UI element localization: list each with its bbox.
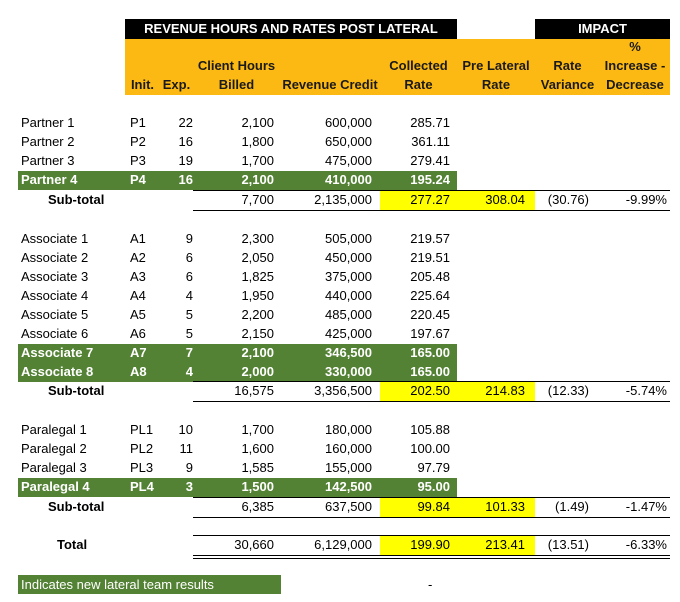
bottom-rule bbox=[193, 401, 670, 402]
row-exp: 6 bbox=[185, 250, 193, 265]
row-exp: 16 bbox=[178, 134, 193, 149]
header-variance-line2: Variance bbox=[540, 77, 595, 92]
row-revenue: 440,000 bbox=[325, 288, 372, 303]
row-collected-rate: 279.41 bbox=[410, 153, 450, 168]
row-name: Paralegal 4 bbox=[21, 479, 90, 494]
row-collected-rate: 277.27 bbox=[410, 192, 450, 207]
row-init: A5 bbox=[130, 307, 146, 322]
row-collected-rate: 285.71 bbox=[410, 115, 450, 130]
table-row bbox=[0, 230, 680, 248]
table-row bbox=[0, 459, 680, 477]
row-pct-change: -1.47% bbox=[625, 499, 667, 514]
table-row bbox=[0, 363, 680, 381]
row-revenue: 2,135,000 bbox=[314, 192, 372, 207]
row-hours: 1,585 bbox=[241, 460, 274, 475]
row-name: Sub-total bbox=[48, 192, 105, 207]
row-hours: 1,700 bbox=[241, 422, 274, 437]
total-row bbox=[0, 536, 680, 554]
row-collected-rate: 220.45 bbox=[410, 307, 450, 322]
row-rate-variance: (13.51) bbox=[547, 537, 589, 552]
row-collected-rate: 199.90 bbox=[410, 537, 450, 552]
top-rule bbox=[193, 190, 670, 191]
header-pre-line1: Pre Lateral bbox=[462, 58, 530, 73]
row-init: PL1 bbox=[130, 422, 154, 437]
row-collected-rate: 219.51 bbox=[410, 250, 450, 265]
row-hours: 2,050 bbox=[241, 250, 274, 265]
row-hours: 6,385 bbox=[241, 499, 274, 514]
row-revenue: 450,000 bbox=[325, 250, 372, 265]
row-name: Associate 1 bbox=[21, 231, 89, 246]
row-name: Paralegal 2 bbox=[21, 441, 87, 456]
row-name: Associate 4 bbox=[21, 288, 89, 303]
row-exp: 5 bbox=[185, 307, 193, 322]
row-init: A3 bbox=[130, 269, 146, 284]
header-hours-line2: Billed bbox=[218, 77, 255, 92]
row-name: Associate 7 bbox=[21, 345, 94, 360]
row-collected-rate: 165.00 bbox=[410, 345, 450, 360]
table-row bbox=[0, 306, 680, 324]
top-rule bbox=[193, 497, 670, 498]
table-row bbox=[0, 344, 680, 362]
row-revenue: 650,000 bbox=[325, 134, 372, 149]
row-exp: 3 bbox=[185, 479, 193, 494]
row-collected-rate: 197.67 bbox=[410, 326, 450, 341]
table-row bbox=[0, 478, 680, 496]
row-init: A8 bbox=[130, 364, 147, 379]
row-collected-rate: 202.50 bbox=[410, 383, 450, 398]
row-init: A4 bbox=[130, 288, 146, 303]
row-exp: 10 bbox=[178, 422, 193, 437]
row-name: Partner 2 bbox=[21, 134, 75, 149]
row-revenue: 330,000 bbox=[325, 364, 372, 379]
legend-text: Indicates new lateral team results bbox=[21, 577, 214, 592]
header-pct-line1: % bbox=[629, 39, 641, 54]
header-collected-line1: Collected bbox=[389, 58, 448, 73]
row-name: Sub-total bbox=[48, 383, 105, 398]
row-name: Partner 3 bbox=[21, 153, 75, 168]
table-row bbox=[0, 249, 680, 267]
table-row bbox=[0, 287, 680, 305]
header-variance-line1: Rate bbox=[553, 58, 582, 73]
row-exp: 11 bbox=[179, 441, 193, 456]
row-pre-rate: 308.04 bbox=[485, 192, 525, 207]
row-rate-variance: (12.33) bbox=[547, 383, 589, 398]
header-pre-line2: Rate bbox=[481, 77, 511, 92]
row-hours: 1,500 bbox=[241, 479, 274, 494]
header-pct-line3: Decrease bbox=[606, 77, 664, 92]
row-rate-variance: (30.76) bbox=[547, 192, 589, 207]
header-exp: Exp. bbox=[162, 77, 191, 92]
row-name: Associate 3 bbox=[21, 269, 89, 284]
row-name: Associate 5 bbox=[21, 307, 89, 322]
header-pct-line2: Increase - bbox=[604, 58, 666, 73]
table-row bbox=[0, 114, 680, 132]
row-name: Paralegal 3 bbox=[21, 460, 87, 475]
row-name: Partner 4 bbox=[21, 172, 78, 187]
row-init: PL2 bbox=[130, 441, 154, 456]
table-row bbox=[0, 421, 680, 439]
top-rule bbox=[193, 381, 670, 382]
row-init: A2 bbox=[130, 250, 146, 265]
subtotal-row bbox=[0, 498, 680, 516]
row-revenue: 475,000 bbox=[325, 153, 372, 168]
row-init: P4 bbox=[130, 172, 146, 187]
row-exp: 7 bbox=[185, 345, 193, 360]
impact-title: IMPACT bbox=[535, 19, 670, 39]
row-revenue: 3,356,500 bbox=[314, 383, 372, 398]
bottom-rule bbox=[193, 555, 670, 556]
row-init: P1 bbox=[130, 115, 146, 130]
table-row bbox=[0, 133, 680, 151]
row-rate-variance: (1.49) bbox=[555, 499, 589, 514]
row-exp: 9 bbox=[185, 460, 193, 475]
row-exp: 5 bbox=[185, 326, 193, 341]
row-collected-rate: 205.48 bbox=[410, 269, 450, 284]
row-pre-rate: 213.41 bbox=[485, 537, 525, 552]
row-init: A1 bbox=[130, 231, 146, 246]
row-pre-rate: 101.33 bbox=[485, 499, 525, 514]
row-init: PL4 bbox=[130, 479, 154, 494]
row-exp: 4 bbox=[185, 364, 193, 379]
row-name: Partner 1 bbox=[21, 115, 75, 130]
row-collected-rate: 225.64 bbox=[410, 288, 450, 303]
row-collected-rate: 219.57 bbox=[410, 231, 450, 246]
row-init: P3 bbox=[130, 153, 146, 168]
row-collected-rate: 97.79 bbox=[417, 460, 450, 475]
row-revenue: 142,500 bbox=[325, 479, 372, 494]
row-collected-rate: 99.84 bbox=[417, 499, 450, 514]
row-exp: 6 bbox=[185, 269, 193, 284]
row-revenue: 485,000 bbox=[325, 307, 372, 322]
row-revenue: 600,000 bbox=[325, 115, 372, 130]
table-title: REVENUE HOURS AND RATES POST LATERAL bbox=[125, 19, 457, 39]
table-row bbox=[0, 325, 680, 343]
row-name: Associate 2 bbox=[21, 250, 89, 265]
row-hours: 1,950 bbox=[241, 288, 274, 303]
row-name: Total bbox=[57, 537, 88, 552]
row-revenue: 375,000 bbox=[325, 269, 372, 284]
header-hours-line1: Client Hours bbox=[197, 58, 276, 73]
subtotal-row bbox=[0, 191, 680, 209]
row-init: A7 bbox=[130, 345, 147, 360]
legend-dash: - bbox=[428, 577, 433, 592]
row-pct-change: -9.99% bbox=[625, 192, 667, 207]
row-revenue: 505,000 bbox=[325, 231, 372, 246]
row-revenue: 425,000 bbox=[325, 326, 372, 341]
row-pct-change: -5.74% bbox=[625, 383, 667, 398]
row-revenue: 180,000 bbox=[325, 422, 372, 437]
row-hours: 2,300 bbox=[241, 231, 274, 246]
row-hours: 1,800 bbox=[241, 134, 274, 149]
row-revenue: 637,500 bbox=[325, 499, 372, 514]
row-revenue: 160,000 bbox=[325, 441, 372, 456]
row-hours: 2,100 bbox=[241, 345, 274, 360]
row-hours: 30,660 bbox=[234, 537, 274, 552]
row-revenue: 410,000 bbox=[325, 172, 372, 187]
subtotal-row bbox=[0, 382, 680, 400]
row-hours: 1,700 bbox=[241, 153, 274, 168]
row-name: Associate 8 bbox=[21, 364, 94, 379]
row-name: Associate 6 bbox=[21, 326, 89, 341]
table-row bbox=[0, 440, 680, 458]
header-init: Init. bbox=[130, 77, 155, 92]
row-hours: 1,825 bbox=[241, 269, 274, 284]
row-collected-rate: 361.11 bbox=[411, 134, 450, 149]
row-collected-rate: 100.00 bbox=[410, 441, 450, 456]
row-exp: 9 bbox=[185, 231, 193, 246]
table-row bbox=[0, 152, 680, 170]
row-collected-rate: 165.00 bbox=[410, 364, 450, 379]
top-rule bbox=[193, 535, 670, 536]
row-init: P2 bbox=[130, 134, 146, 149]
row-exp: 19 bbox=[178, 153, 193, 168]
row-hours: 2,000 bbox=[241, 364, 274, 379]
bottom-rule bbox=[193, 517, 670, 518]
header-revenue: Revenue Credit bbox=[282, 77, 378, 92]
row-name: Paralegal 1 bbox=[21, 422, 87, 437]
legend-swatch bbox=[18, 575, 281, 594]
row-init: A6 bbox=[130, 326, 146, 341]
table-row bbox=[0, 171, 680, 189]
row-init: PL3 bbox=[130, 460, 154, 475]
row-hours: 16,575 bbox=[234, 383, 274, 398]
row-hours: 2,150 bbox=[241, 326, 274, 341]
row-pre-rate: 214.83 bbox=[485, 383, 525, 398]
row-exp: 4 bbox=[185, 288, 193, 303]
row-name: Sub-total bbox=[48, 499, 105, 514]
row-exp: 16 bbox=[178, 172, 193, 187]
row-collected-rate: 195.24 bbox=[410, 172, 450, 187]
row-collected-rate: 105.88 bbox=[410, 422, 450, 437]
row-hours: 2,200 bbox=[241, 307, 274, 322]
row-exp: 22 bbox=[178, 115, 193, 130]
row-revenue: 346,500 bbox=[325, 345, 372, 360]
row-hours: 2,100 bbox=[241, 115, 274, 130]
header-collected-line2: Rate bbox=[404, 77, 433, 92]
row-hours: 1,600 bbox=[241, 441, 274, 456]
row-collected-rate: 95.00 bbox=[417, 479, 450, 494]
row-pct-change: -6.33% bbox=[625, 537, 667, 552]
table-row bbox=[0, 268, 680, 286]
row-hours: 2,100 bbox=[241, 172, 274, 187]
row-hours: 7,700 bbox=[241, 192, 274, 207]
double-bottom-rule bbox=[193, 558, 670, 559]
row-revenue: 155,000 bbox=[325, 460, 372, 475]
row-revenue: 6,129,000 bbox=[314, 537, 372, 552]
bottom-rule bbox=[193, 210, 670, 211]
